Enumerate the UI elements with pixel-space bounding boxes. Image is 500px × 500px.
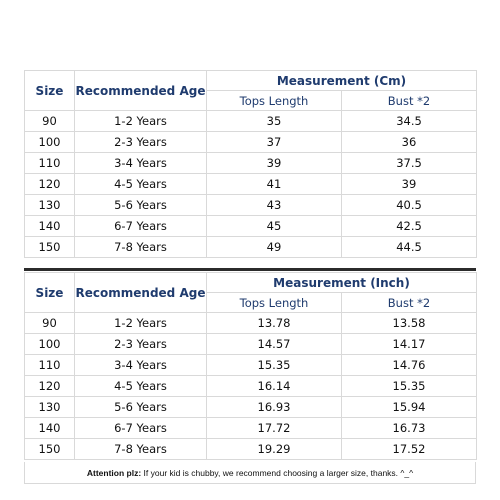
table-row <box>25 237 477 258</box>
size-table-inch <box>24 272 477 460</box>
size-cell: 130 <box>25 195 75 216</box>
age-cell: 7-8 Years <box>75 439 207 460</box>
table-row <box>25 355 477 376</box>
bust-cell: 34.5 <box>342 111 477 132</box>
bust-cell: 15.35 <box>342 376 477 397</box>
size-cell: 150 <box>25 237 75 258</box>
header-tops-length: Tops Length <box>207 91 342 111</box>
table-divider <box>24 268 476 271</box>
tops-length-cell: 16.14 <box>207 376 342 397</box>
tops-length-cell: 16.93 <box>207 397 342 418</box>
size-cell: 90 <box>25 111 75 132</box>
attention-text: If your kid is chubby, we recommend choosing a larger size, thanks. ^_^ <box>143 468 414 478</box>
tops-length-cell: 19.29 <box>207 439 342 460</box>
size-cell: 100 <box>25 334 75 355</box>
tops-length-cell: 45 <box>207 216 342 237</box>
age-cell: 5-6 Years <box>75 397 207 418</box>
bust-cell: 42.5 <box>342 216 477 237</box>
age-cell: 5-6 Years <box>75 195 207 216</box>
age-cell: 3-4 Years <box>75 153 207 174</box>
size-cell: 150 <box>25 439 75 460</box>
header-bust: Bust *2 <box>342 91 477 111</box>
size-cell: 110 <box>25 153 75 174</box>
header-recommended-age: Recommended Age <box>75 71 207 111</box>
tops-length-cell: 43 <box>207 195 342 216</box>
age-cell: 4-5 Years <box>75 376 207 397</box>
table-row <box>25 174 477 195</box>
size-cell: 120 <box>25 174 75 195</box>
table-row <box>25 439 477 460</box>
header-size: Size <box>25 273 75 313</box>
bust-cell: 14.76 <box>342 355 477 376</box>
header-tops-length: Tops Length <box>207 293 342 313</box>
bust-cell: 37.5 <box>342 153 477 174</box>
bust-cell: 17.52 <box>342 439 477 460</box>
bust-cell: 40.5 <box>342 195 477 216</box>
table-row <box>25 313 477 334</box>
attention-label: Attention plz: <box>86 468 142 478</box>
header-measurement: Measurement (Cm) <box>207 71 477 91</box>
bust-cell: 13.58 <box>342 313 477 334</box>
age-cell: 1-2 Years <box>75 313 207 334</box>
header-recommended-age: Recommended Age <box>75 273 207 313</box>
tops-length-cell: 39 <box>207 153 342 174</box>
bust-cell: 14.17 <box>342 334 477 355</box>
bust-cell: 36 <box>342 132 477 153</box>
size-cell: 90 <box>25 313 75 334</box>
tops-length-cell: 17.72 <box>207 418 342 439</box>
table-row <box>25 216 477 237</box>
table-row <box>25 111 477 132</box>
age-cell: 7-8 Years <box>75 237 207 258</box>
age-cell: 3-4 Years <box>75 355 207 376</box>
table-row <box>25 195 477 216</box>
size-cell: 120 <box>25 376 75 397</box>
size-cell: 140 <box>25 418 75 439</box>
bust-cell: 44.5 <box>342 237 477 258</box>
age-cell: 1-2 Years <box>75 111 207 132</box>
tops-length-cell: 41 <box>207 174 342 195</box>
tops-length-cell: 14.57 <box>207 334 342 355</box>
size-cell: 100 <box>25 132 75 153</box>
size-cell: 110 <box>25 355 75 376</box>
table-row <box>25 153 477 174</box>
age-cell: 6-7 Years <box>75 216 207 237</box>
header-size: Size <box>25 71 75 111</box>
table-row <box>25 418 477 439</box>
table-row <box>25 397 477 418</box>
header-measurement: Measurement (Inch) <box>207 273 477 293</box>
size-table-cm <box>24 70 477 258</box>
tops-length-cell: 35 <box>207 111 342 132</box>
age-cell: 2-3 Years <box>75 132 207 153</box>
size-chart <box>24 70 476 488</box>
age-cell: 6-7 Years <box>75 418 207 439</box>
size-cell: 130 <box>25 397 75 418</box>
tops-length-cell: 37 <box>207 132 342 153</box>
bust-cell: 39 <box>342 174 477 195</box>
header-bust: Bust *2 <box>342 293 477 313</box>
table-row <box>25 334 477 355</box>
age-cell: 4-5 Years <box>75 174 207 195</box>
table-row <box>25 376 477 397</box>
age-cell: 2-3 Years <box>75 334 207 355</box>
attention-note <box>24 462 476 484</box>
table-row <box>25 132 477 153</box>
tops-length-cell: 13.78 <box>207 313 342 334</box>
bust-cell: 15.94 <box>342 397 477 418</box>
tops-length-cell: 49 <box>207 237 342 258</box>
bust-cell: 16.73 <box>342 418 477 439</box>
size-cell: 140 <box>25 216 75 237</box>
tops-length-cell: 15.35 <box>207 355 342 376</box>
